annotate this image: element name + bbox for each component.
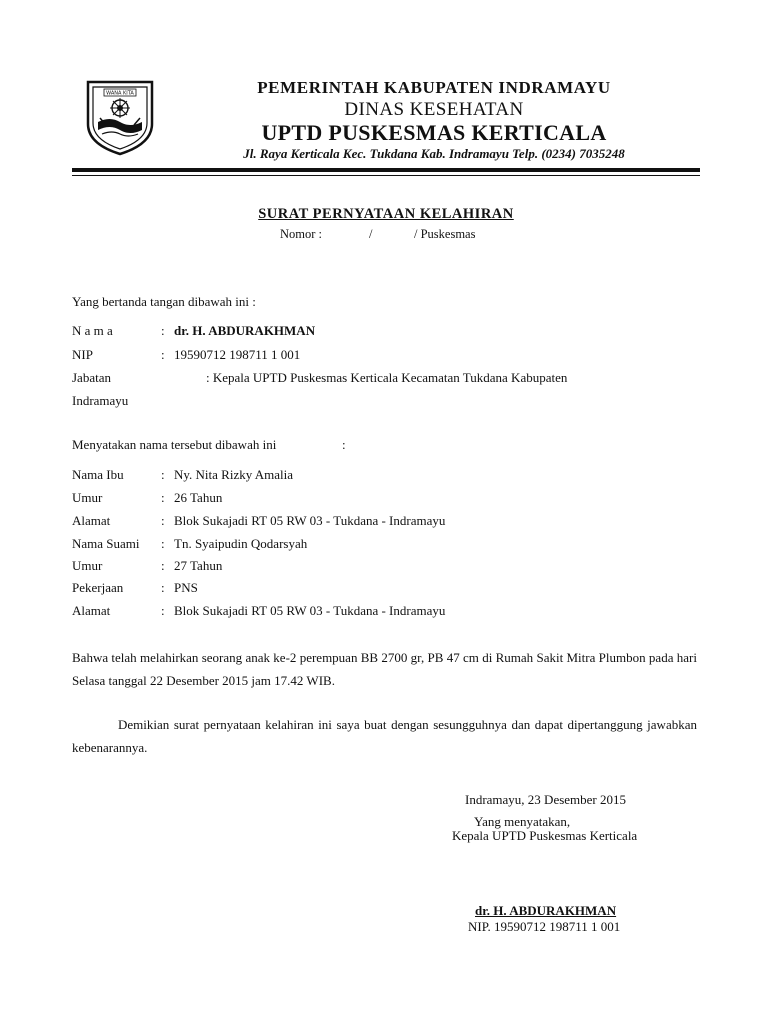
signatory-name-colon: : (161, 323, 165, 338)
father-address: Blok Sukajadi RT 05 RW 03 - Tukdana - Indramayu (174, 603, 446, 618)
father-age-label: Umur (72, 558, 103, 573)
mother-age: 26 Tahun (174, 490, 223, 505)
number-label: Nomor : (280, 227, 323, 241)
letterhead-institution: UPTD PUSKESMAS KERTICALA (261, 120, 607, 145)
closing-statement: Demikian surat pernyataan kelahiran ini saya buat dengan sesungguhnya dan dapat dipertanggung jawabkan kebenarannya. (72, 717, 697, 755)
father-name-label: Nama Suami (72, 536, 140, 551)
father-job-label: Pekerjaan (72, 580, 124, 595)
letterhead-department: DINAS KESEHATAN (344, 99, 524, 120)
father-address-label: Alamat (72, 603, 111, 618)
letter-title: SURAT PERNYATAAN KELAHIRAN (258, 206, 514, 222)
father-age: 27 Tahun (174, 558, 223, 573)
mother-address-label: Alamat (72, 513, 111, 528)
letterhead-address: Jl. Raya Kerticala Kec. Tukdana Kab. Indramayu Telp. (0234) 7035248 (243, 146, 625, 161)
father-address-colon: : (161, 603, 165, 618)
letterhead-divider-thick (72, 168, 700, 172)
letterhead-divider-thin (72, 175, 700, 176)
intro-text: Yang bertanda tangan dibawah ini : (72, 294, 256, 309)
declaration-text: Menyatakan nama tersebut dibawah ini (72, 437, 277, 452)
mother-name-label: Nama Ibu (72, 467, 124, 482)
mother-age-label: Umur (72, 490, 103, 505)
signatory-name: dr. H. ABDURAKHMAN (174, 323, 316, 338)
mother-address-colon: : (161, 513, 165, 528)
signature-nip: NIP. 19590712 198711 1 001 (468, 919, 621, 934)
signature-place-date: Indramayu, 23 Desember 2015 (465, 792, 627, 807)
signature-stated-by: Yang menyatakan, (474, 814, 571, 829)
mother-name: Ny. Nita Rizky Amalia (174, 467, 294, 482)
father-name-colon: : (161, 536, 165, 551)
signatory-nip-colon: : (161, 347, 165, 362)
signatory-position-cont: Indramayu (72, 393, 129, 408)
father-age-colon: : (161, 558, 165, 573)
number-suffix: / Puskesmas (414, 227, 476, 241)
letterhead-government: PEMERINTAH KABUPATEN INDRAMAYU (257, 78, 611, 97)
father-job: PNS (174, 580, 198, 595)
signatory-position: : Kepala UPTD Puskesmas Kerticala Kecamatan Tukdana Kabupaten (206, 370, 568, 385)
regency-crest-icon (82, 78, 158, 156)
birth-statement: Bahwa telah melahirkan seorang anak ke-2 perempuan BB 2700 gr, PB 47 cm di Rumah Sakit Mitra Plumbon pada hari Selasa tanggal 22 Desember 2015 jam 17.42 WIB. (72, 650, 697, 688)
signatory-nip-label: NIP (72, 347, 93, 362)
signature-position: Kepala UPTD Puskesmas Kerticala (452, 828, 638, 843)
mother-age-colon: : (161, 490, 165, 505)
father-name: Tn. Syaipudin Qodarsyah (174, 536, 308, 551)
mother-name-colon: : (161, 467, 165, 482)
signatory-position-label: Jabatan (72, 370, 111, 385)
signatory-nip: 19590712 198711 1 001 (174, 347, 301, 362)
svg-text:WANA KITA: WANA KITA (106, 90, 134, 97)
signature-name: dr. H. ABDURAKHMAN (475, 903, 617, 918)
father-job-colon: : (161, 580, 165, 595)
number-separator: / (369, 227, 373, 241)
declaration-colon: : (342, 437, 346, 452)
mother-address: Blok Sukajadi RT 05 RW 03 - Tukdana - Indramayu (174, 513, 446, 528)
signatory-name-label: N a m a (72, 323, 113, 338)
